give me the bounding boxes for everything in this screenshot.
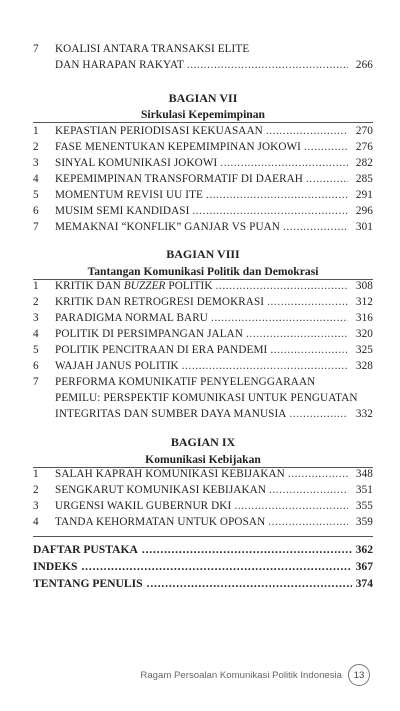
entry-title-line: INTEGRITAS DAN SUMBER DAYA MANUSIA <box>55 408 287 420</box>
leader-dots <box>211 311 348 326</box>
section-subtitle: Tantangan Komunikasi Politik dan Demokrasi <box>87 265 319 278</box>
entry-page: 291 <box>355 189 373 201</box>
entry-number: 6 <box>33 205 39 217</box>
entry-title: POLITIK DI PERSIMPANGAN JALAN <box>55 328 244 340</box>
entry-title: KEPASTIAN PERIODISASI KEKUASAAN <box>55 125 263 137</box>
entry-page: 312 <box>355 296 373 308</box>
entry-number: 6 <box>33 360 39 372</box>
leader-dots <box>269 483 348 498</box>
entry-number: 1 <box>33 280 39 292</box>
italic-term: BUZZER <box>123 280 166 292</box>
leader-dots <box>288 467 348 482</box>
entry-title: MEMAKNAI “KONFLIK” GANJAR VS PUAN <box>55 221 280 233</box>
entry-page: 316 <box>355 312 373 324</box>
section-subtitle: Sirkulasi Kepemimpinan <box>140 108 266 121</box>
leader-dots <box>283 220 348 235</box>
leader-dots <box>206 188 348 203</box>
entry-number: 3 <box>33 157 39 169</box>
entry-number: 1 <box>33 125 39 137</box>
entry-page: 282 <box>355 157 373 169</box>
entry-number: 4 <box>33 328 39 340</box>
entry-page: 332 <box>355 408 373 420</box>
entry-number: 5 <box>33 189 39 201</box>
entry-page: 328 <box>355 360 373 372</box>
entry-page: 296 <box>355 205 373 217</box>
entry-title: MOMENTUM REVISI UU ITE <box>55 189 203 201</box>
entry-page: 320 <box>355 328 373 340</box>
back-entry-page: 367 <box>355 560 373 573</box>
leader-dots <box>246 327 348 342</box>
entry-title: KRITIK DAN RETROGRESI DEMOKRASI <box>55 296 265 308</box>
entry-page: 266 <box>355 59 373 71</box>
back-entry-page: 362 <box>355 543 373 556</box>
section-heading: BAGIAN IX <box>170 435 236 449</box>
entry-number: 1 <box>33 468 39 480</box>
section-subtitle: Komunikasi Kebijakan <box>145 453 261 466</box>
entry-number: 3 <box>33 312 39 324</box>
leader-dots <box>270 343 348 358</box>
leader-dots <box>266 124 348 139</box>
entry-title: TANDA KEHORMATAN UNTUK OPOSAN <box>55 516 266 528</box>
toc-back-entry[interactable] <box>33 576 373 591</box>
back-entry-page: 374 <box>355 577 373 590</box>
leader-dots <box>192 204 348 219</box>
leader-dots <box>142 542 352 557</box>
entry-page: 348 <box>355 468 373 480</box>
entry-page: 285 <box>355 173 373 185</box>
leader-dots <box>304 140 348 155</box>
entry-title-line: PERFORMA KOMUNIKATIF PENYELENGGARAAN <box>55 376 316 388</box>
entry-title: SINYAL KOMUNIKASI JOKOWI <box>55 157 218 169</box>
entry-page: 325 <box>355 344 373 356</box>
entry-title: FASE MENENTUKAN KEPEMIMPINAN JOKOWI <box>55 141 301 153</box>
entry-page: 276 <box>355 141 373 153</box>
entry-page: 351 <box>355 484 373 496</box>
back-matter-divider <box>33 536 373 537</box>
leader-dots <box>267 295 348 310</box>
entry-number: 2 <box>33 484 39 496</box>
entry-number: 5 <box>33 344 39 356</box>
leader-dots <box>289 407 348 422</box>
entry-title-line: KOALISI ANTARA TRANSAKSI ELITE <box>55 43 250 55</box>
entry-number: 7 <box>33 376 39 388</box>
section-heading: BAGIAN VIII <box>166 247 240 261</box>
page-footer <box>140 664 370 686</box>
entry-number: 7 <box>33 221 39 233</box>
leader-dots <box>216 279 348 294</box>
leader-dots <box>147 576 352 591</box>
entry-title-line: DAN HARAPAN RAKYAT <box>55 59 184 71</box>
entry-page: 355 <box>355 500 373 512</box>
toc-back-entry[interactable] <box>33 559 373 574</box>
leader-dots <box>268 515 348 530</box>
entry-title: URGENSI WAKIL GUBERNUR DKI <box>55 500 232 512</box>
entry-title: SENGKARUT KOMUNIKASI KEBIJAKAN <box>55 484 267 496</box>
section-divider <box>33 122 373 123</box>
entry-title: WAJAH JANUS POLITIK <box>55 360 179 372</box>
leader-dots <box>234 499 348 514</box>
entry-number: 2 <box>33 296 39 308</box>
entry-page: 270 <box>355 125 373 137</box>
entry-number: 2 <box>33 141 39 153</box>
entry-title: KEPEMIMPINAN TRANSFORMATIF DI DAERAH <box>55 173 303 185</box>
entry-page: 301 <box>355 221 373 233</box>
entry-page: 308 <box>355 280 373 292</box>
entry-number: 4 <box>33 173 39 185</box>
entry-title: POLITIK PENCITRAAN DI ERA PANDEMI <box>55 344 268 356</box>
leader-dots <box>81 559 351 574</box>
leader-dots <box>182 359 348 374</box>
entry-number: 3 <box>33 500 39 512</box>
entry-title: MUSIM SEMI KANDIDASI <box>55 205 190 217</box>
leader-dots <box>220 156 348 171</box>
entry-number: 7 <box>33 43 39 55</box>
running-title: Ragam Persoalan Komunikasi Politik Indonesia <box>140 669 342 681</box>
back-entry-title: INDEKS <box>33 560 78 573</box>
section-heading: BAGIAN VII <box>168 91 238 105</box>
entry-number: 4 <box>33 516 39 528</box>
entry-title: KRITIK DAN BUZZER POLITIK <box>55 280 213 292</box>
back-entry-title: TENTANG PENULIS <box>33 577 143 590</box>
entry-title-line: PEMILU: PERSPEKTIF KOMUNIKASI UNTUK PENGUATAN <box>55 392 358 404</box>
leader-dots <box>306 172 348 187</box>
toc-back-entry[interactable] <box>33 542 373 557</box>
page-number: 13 <box>353 669 365 681</box>
entry-title: SALAH KAPRAH KOMUNIKASI KEBIJAKAN <box>55 468 285 480</box>
back-entry-title: DAFTAR PUSTAKA <box>33 543 138 556</box>
page-number-badge <box>348 664 370 686</box>
toc-entry[interactable] <box>33 42 373 72</box>
toc-entry[interactable] <box>33 375 373 423</box>
leader-dots <box>187 58 348 73</box>
entry-page: 359 <box>355 516 373 528</box>
entry-title: PARADIGMA NORMAL BARU <box>55 312 208 324</box>
